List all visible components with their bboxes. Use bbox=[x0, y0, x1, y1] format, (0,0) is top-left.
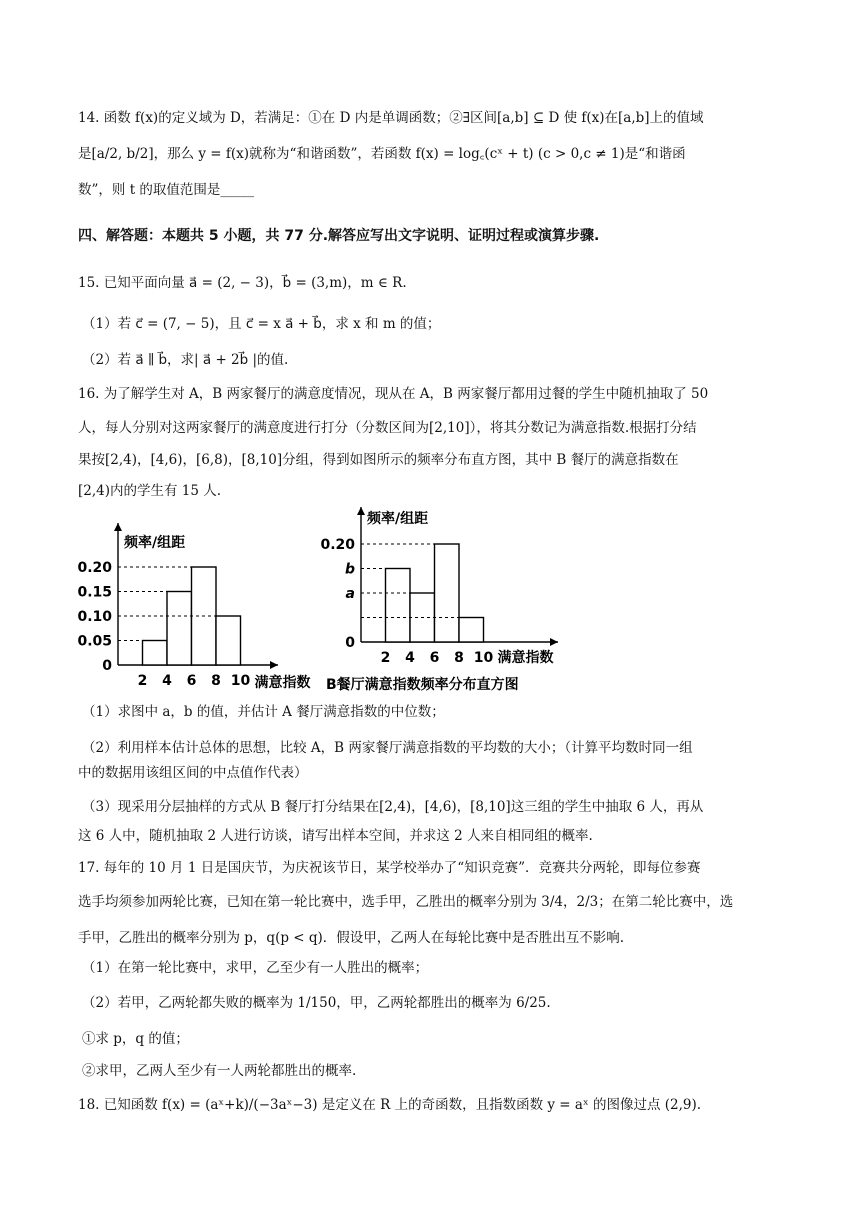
q14-line-3: 数”，则 t 的取值范围是_____ bbox=[78, 182, 255, 198]
y-axis-arrow bbox=[357, 507, 365, 515]
q17-line-1: 17. 每年的 10 月 1 日是国庆节，为庆祝该节日，某学校举办了“知识竞赛”．竞赛共分两轮，即每位参赛 bbox=[78, 860, 701, 876]
x-tick-label: 10 bbox=[473, 650, 494, 666]
q16-part-2-line-2: 中的数据用该组区间的中点值作代表） bbox=[78, 765, 308, 781]
x-axis-arrow bbox=[550, 638, 558, 646]
bar bbox=[435, 544, 460, 642]
x-tick-label: 4 bbox=[405, 650, 415, 666]
y-tick-label: 0.20 bbox=[78, 560, 112, 576]
x-tick-label: 4 bbox=[162, 673, 172, 689]
x-axis-label: 满意指数 bbox=[497, 650, 554, 666]
bar bbox=[143, 641, 168, 666]
y-tick-label: 0.10 bbox=[78, 609, 112, 625]
x-tick-label: 10 bbox=[230, 673, 251, 689]
q16-line-4: [2,4)内的学生有 15 人. bbox=[78, 483, 222, 499]
q17-line-3: 手甲，乙胜出的概率分别为 p，q(p < q)．假设甲，乙两人在每轮比赛中是否胜出互不影响. bbox=[78, 930, 625, 946]
q16-part-3-line-2: 这 6 人中，随机抽取 2 人进行访谈，请写出样本空间，并求这 2 人来自相同组的概率. bbox=[78, 828, 593, 844]
x-tick-label: 2 bbox=[380, 650, 391, 666]
q17-part-1: （1）在第一轮比赛中，求甲，乙至少有一人胜出的概率； bbox=[82, 960, 429, 976]
q16-part-3-line-1: （3）现采用分层抽样的方式从 B 餐厅打分结果在[2,4)，[4,6)，[8,10]这三组的学生中抽取 6 人，再从 bbox=[82, 799, 704, 815]
q17-line-2: 选手均须参加两轮比赛，已知在第一轮比赛中，选手甲，乙胜出的概率分别为 3/4，2/3；在第二轮比赛中，选 bbox=[78, 894, 734, 910]
x-tick-label: 2 bbox=[137, 673, 148, 689]
q16-line-1: 16. 为了解学生对 A，B 两家餐厅的满意度情况，现从在 A，B 两家餐厅都用过餐的学生中随机抽取了 50 bbox=[78, 386, 709, 402]
x-tick-label: 8 bbox=[211, 673, 221, 689]
x-axis-arrow bbox=[270, 661, 278, 669]
section-heading: 四、解答题：本题共 5 小题，共 77 分.解答应写出文字说明、证明过程或演算步骤. bbox=[78, 228, 600, 244]
bar bbox=[386, 569, 411, 643]
x-axis-label: 满意指数 bbox=[254, 675, 311, 691]
y-tick-label: b bbox=[344, 561, 355, 578]
y-axis-label: 频率/组距 bbox=[367, 511, 429, 527]
q17-part-2-sub-2: ②求甲，乙两人至少有一人两轮都胜出的概率. bbox=[82, 1063, 357, 1079]
y-tick-label: 0.20 bbox=[320, 537, 355, 553]
q16-part-1: （1）求图中 a，b 的值，并估计 A 餐厅满意指数的中位数； bbox=[82, 704, 445, 720]
x-tick-label: 6 bbox=[429, 650, 440, 666]
histograms-svg bbox=[78, 505, 578, 695]
q15-part-2: （2）若 a⃗ ∥ b⃗，求| a⃗ + 2b⃗ |的值. bbox=[82, 352, 289, 368]
bar bbox=[167, 592, 192, 666]
y-axis-label: 频率/组距 bbox=[124, 535, 186, 551]
q15-part-1: （1）若 c⃗ = (7, − 5)，且 c⃗ = x a⃗ + b⃗，求 x 和 m 的值； bbox=[82, 316, 441, 332]
q17-part-2: （2）若甲，乙两轮都失败的概率为 1/150，甲，乙两轮都胜出的概率为 6/25. bbox=[82, 995, 551, 1011]
y-tick-label: 0 bbox=[102, 658, 112, 674]
x-tick-label: 8 bbox=[454, 650, 464, 666]
chart-title: B餐厅满意指数频率分布直方图 bbox=[326, 677, 519, 693]
y-tick-label: 0.15 bbox=[78, 584, 112, 601]
y-axis-arrow bbox=[114, 523, 122, 531]
q15-stem: 15. 已知平面向量 a⃗ = (2, − 3)，b⃗ = (3,m)，m ∈ R. bbox=[78, 275, 407, 291]
q14-line-1: 14. 函数 f(x)的定义域为 D，若满足：①在 D 内是单调函数；②∃区间[a,b] ⊆ D 使 f(x)在[a,b]上的值域 bbox=[78, 110, 704, 126]
q14-line-2: 是[a/2, b/2]，那么 y = f(x)就称为“和谐函数”，若函数 f(x) = log꜀(cˣ + t) (c > 0,c ≠ 1)是“和谐函 bbox=[78, 146, 686, 162]
y-tick-label: a bbox=[345, 586, 355, 602]
q18-stem: 18. 已知函数 f(x) = (aˣ+k)/(−3aˣ−3) 是定义在 R 上的奇函数，且指数函数 y = aˣ 的图像过点 (2,9). bbox=[78, 1097, 702, 1113]
y-tick-label: 0 bbox=[345, 635, 355, 651]
histograms-figure bbox=[78, 505, 578, 695]
q17-part-2-sub-1: ①求 p，q 的值； bbox=[82, 1031, 189, 1047]
q16-line-2: 人，每人分别对这两家餐厅的满意度进行打分（分数区间为[2,10]），将其分数记为满意指数.根据打分结 bbox=[78, 420, 697, 436]
x-tick-label: 6 bbox=[186, 673, 197, 689]
q16-part-2-line-1: （2）利用样本估计总体的思想，比较 A，B 两家餐厅满意指数的平均数的大小；（计算平均数时同一组 bbox=[82, 740, 693, 756]
y-tick-label: 0.05 bbox=[78, 633, 112, 650]
bar bbox=[216, 616, 241, 665]
q16-line-3: 果按[2,4)，[4,6)，[6,8)，[8,10]分组，得到如图所示的频率分布直方图，其中 B 餐厅的满意指数在 bbox=[78, 452, 679, 468]
bar bbox=[459, 618, 484, 643]
